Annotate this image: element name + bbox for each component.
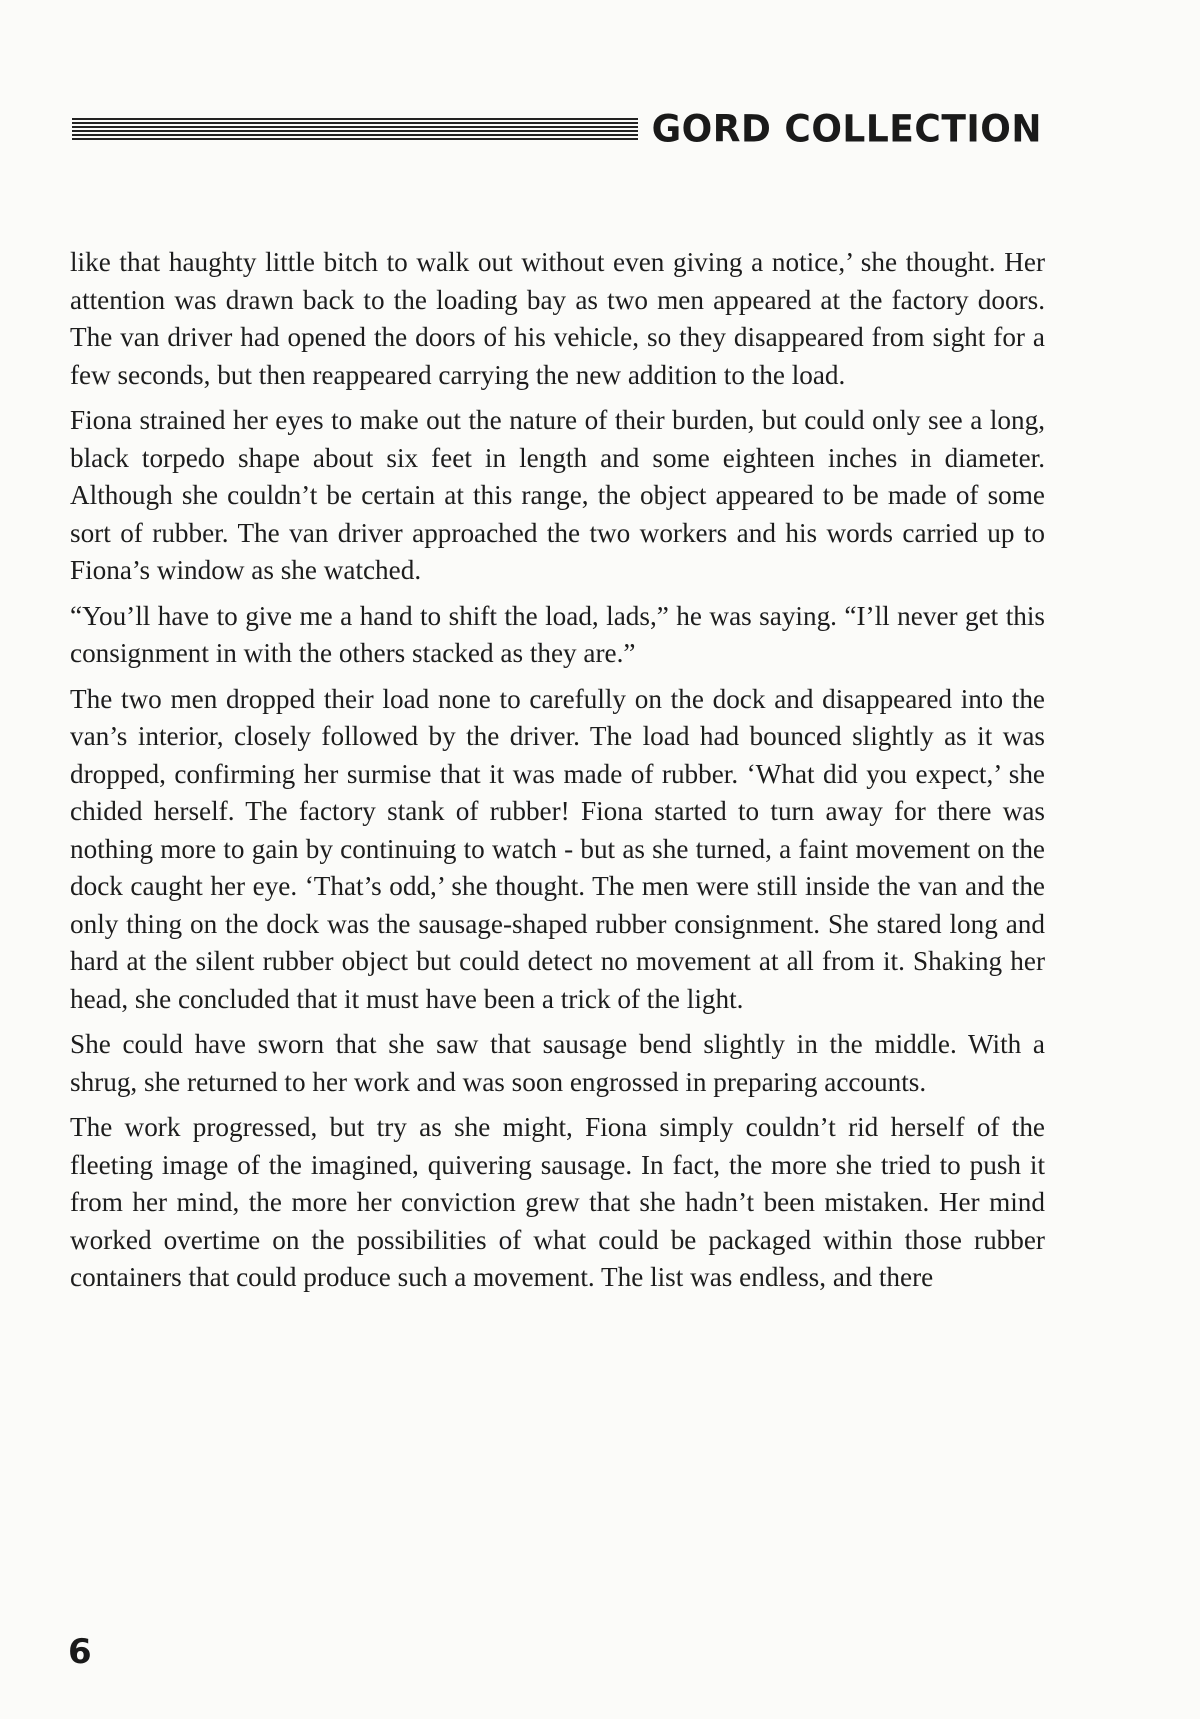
paragraph: The two men dropped their load none to carefully on the dock and disappeared into the van’s interior, closely followed by the driver. The load had bounced slightly as it was dropped, confirming her surmise that it was made of rubber. ‘What did you expect,’ she chided herself. The factory stank of rubber! Fiona started to turn away for there was nothing more to gain by continuing to watch - but as she turned, a faint movement on the dock caught her eye. ‘That’s odd,’ she thought. The men were still inside the van and the only thing on the dock was the sausage-shaped rubber consignment. She stared long and hard at the silent rubber object but could detect no movement at all from it. Shaking her head, she concluded that it must have been a trick of the light. bbox=[70, 683, 1045, 1014]
paragraph: like that haughty little bitch to walk out without even giving a notice,’ she thought. Her attention was drawn back to the loading bay as two men appeared at the factory doors. The van driver had opened the doors of his vehicle, so they disappeared from sight for a few seconds, but then reappeared carrying the new addition to the load. bbox=[70, 247, 1045, 390]
paragraph: She could have sworn that she saw that sausage bend slightly in the middle. With a shrug, she returned to her work and was soon engrossed in preparing accounts. bbox=[70, 1029, 1045, 1097]
header-title: GORD COLLECTION bbox=[651, 107, 1042, 151]
header-rule-lines bbox=[72, 118, 638, 140]
page-number: 6 bbox=[68, 1632, 92, 1672]
body-text bbox=[70, 244, 1045, 1305]
paragraph: Fiona strained her eyes to make out the nature of their burden, but could only see a long, black torpedo shape about six feet in length and some eighteen inches in diameter. Although she couldn’t be certain at this range, the object appeared to be made of some sort of rubber. The van driver approached the two workers and his words carried up to Fiona’s window as she watched. bbox=[70, 405, 1045, 585]
paragraph: “You’ll have to give me a hand to shift the load, lads,” he was saying. “I’ll never get this consignment in with the others stacked as they are.” bbox=[70, 600, 1045, 668]
running-header bbox=[72, 108, 1042, 150]
paragraph: The work progressed, but try as she might, Fiona simply couldn’t rid herself of the fleeting image of the imagined, quivering sausage. In fact, the more she tried to push it from her mind, the more her conviction grew that she hadn’t been mistaken. Her mind worked overtime on the possibilities of what could be packaged within those rubber containers that could produce such a movement. The list was endless, and there bbox=[70, 1112, 1045, 1292]
